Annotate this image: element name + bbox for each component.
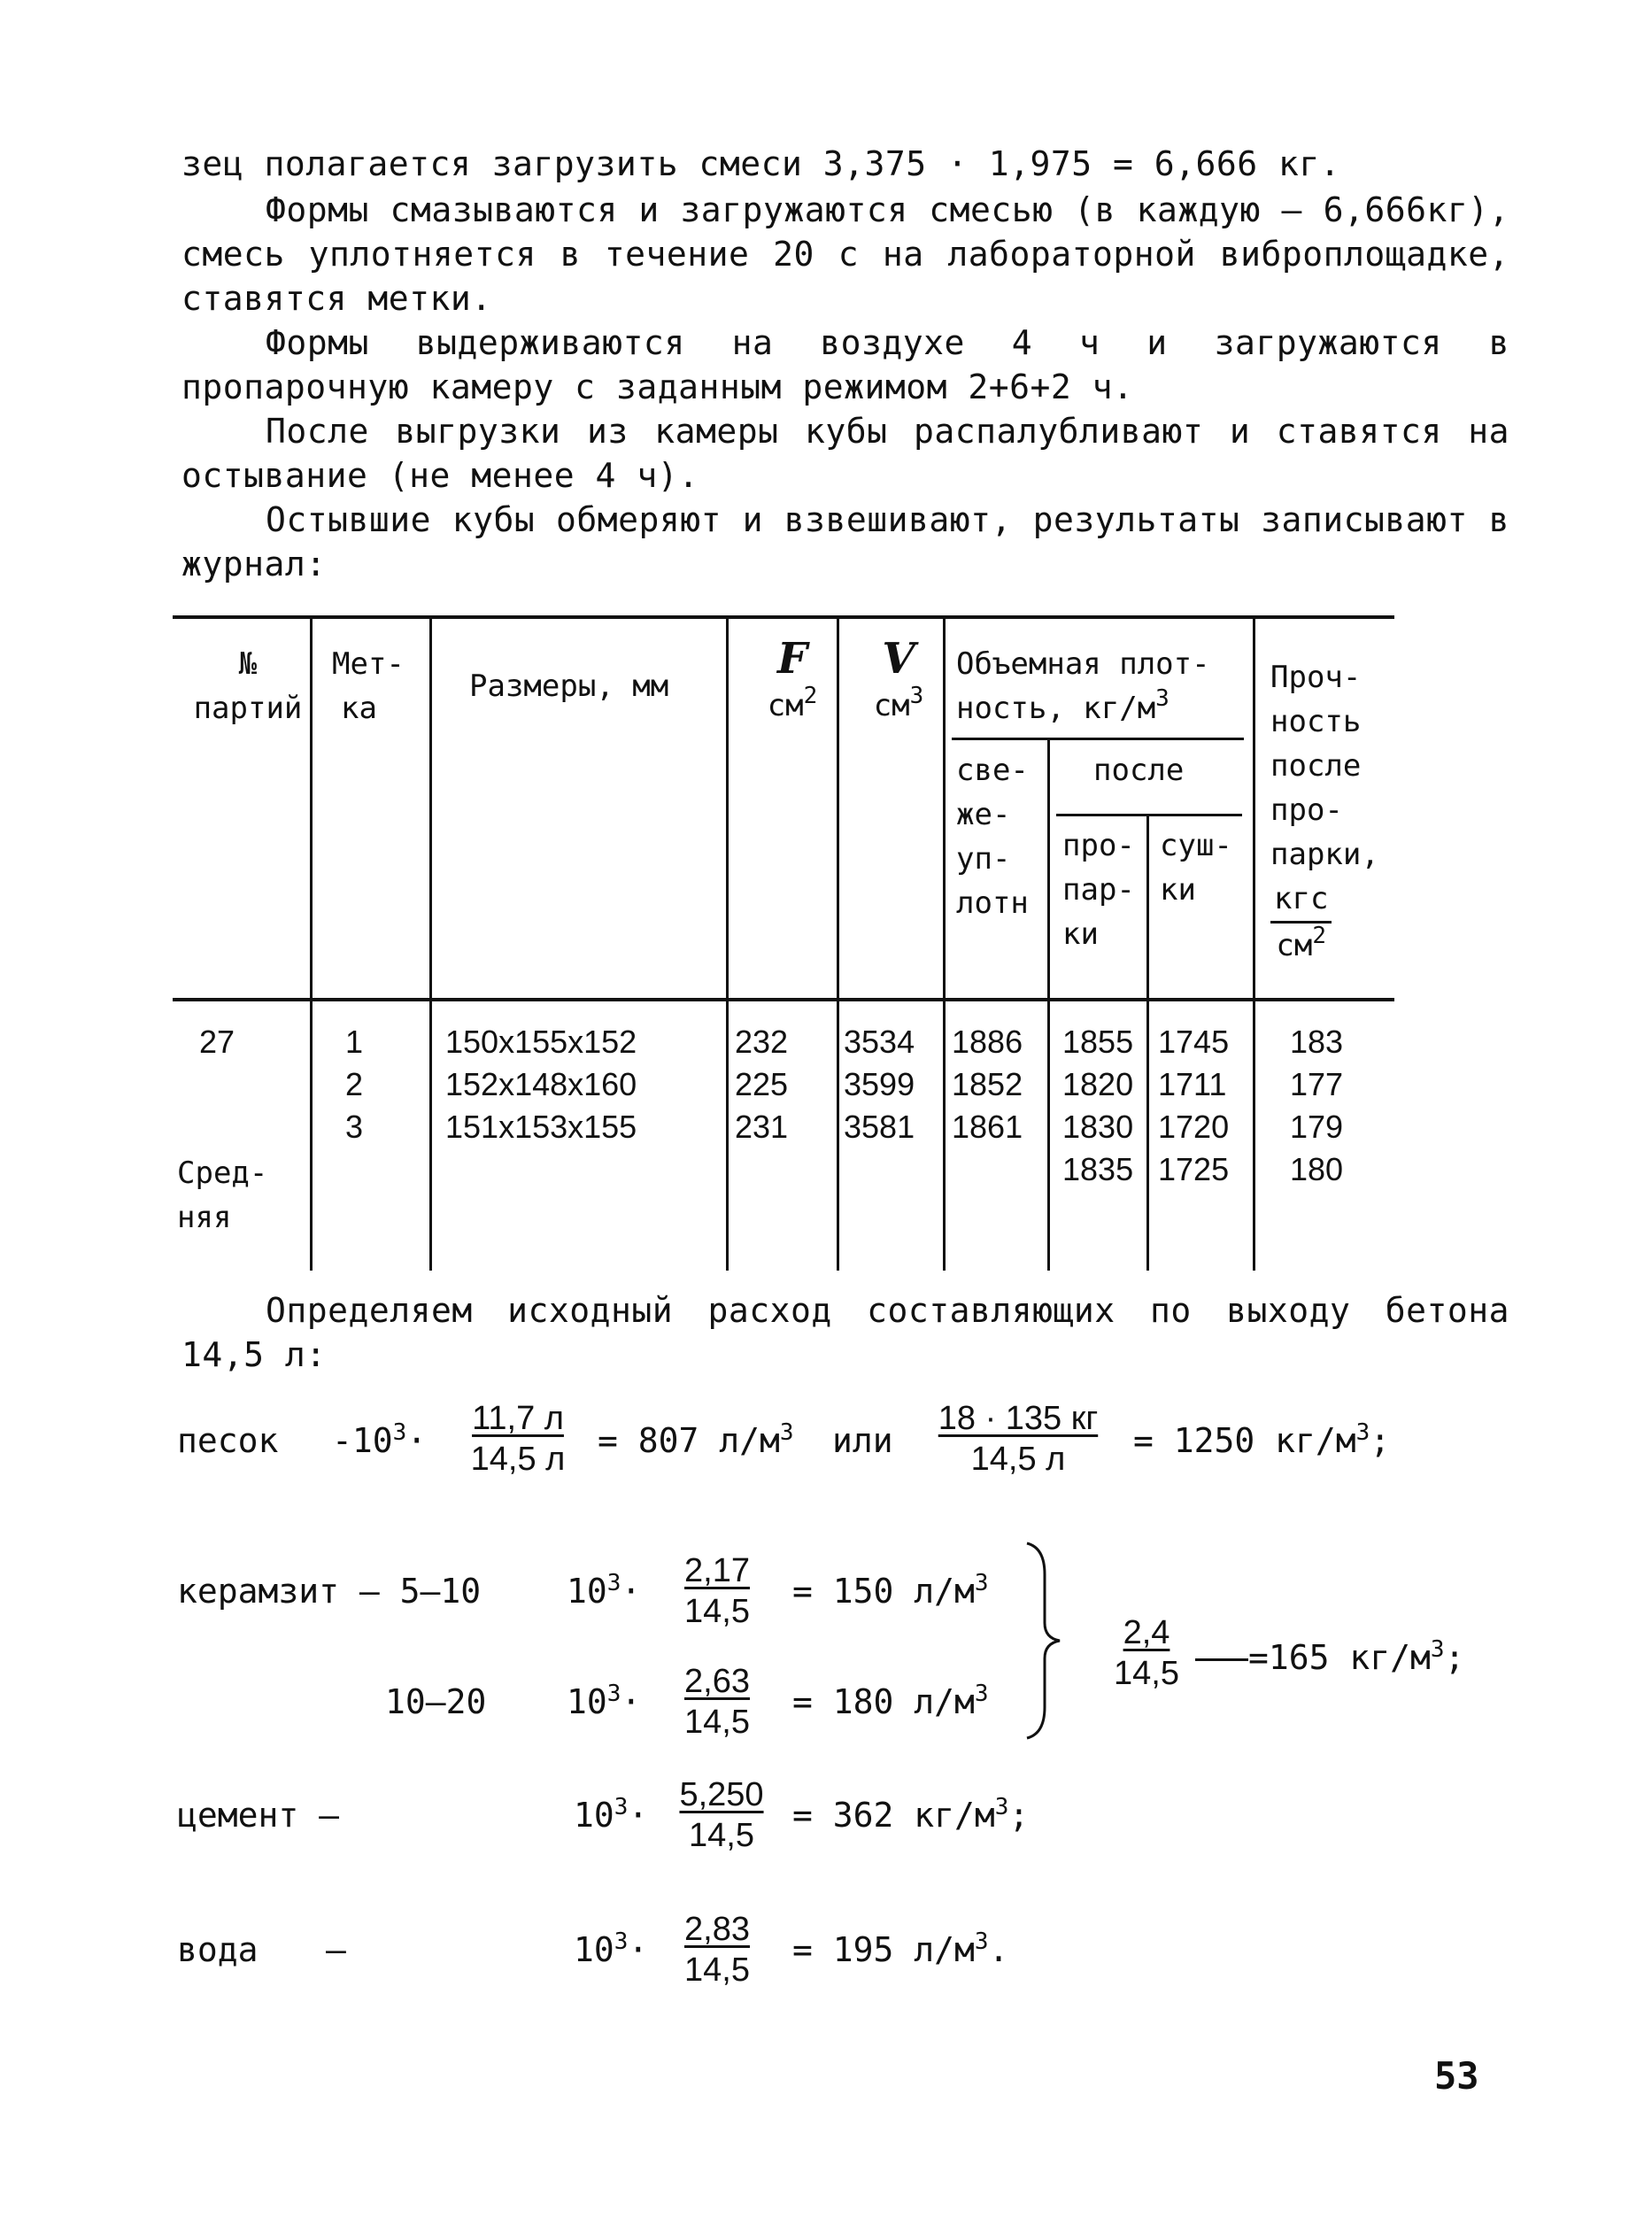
paragraph-after-table: Определяем исходный расход составляющих по выходу бетона 14,5 л: (181, 1291, 1509, 1374)
header-strength: Проч- ность после про- парки, $\frac{\text{кгс}}{см^2}$ (1270, 660, 1379, 963)
paragraph-2: Формы смазываются и загружаются смесью (в каждую – 6,666кг), смесь уплотняется в течение 20 с на лабораторной виброплощадке, ставятся метки. (181, 190, 1509, 318)
brace-icon (1023, 1539, 1067, 1743)
header-dimensions: Размеры, мм (469, 668, 669, 704)
table-header-rule (173, 998, 1394, 1001)
header-fresh: све- же- уп- лотн (956, 753, 1029, 921)
party-number: 27 (199, 1024, 235, 1060)
average-label: Сред- няя (177, 1155, 268, 1235)
header-density: Объемная плот- ность, $кг/м^3$ (956, 646, 1210, 726)
page-number: 53 (1434, 2054, 1479, 2098)
header-volume: V $см^3$ (873, 634, 924, 723)
header-steam: про- пар- ки (1062, 828, 1135, 952)
header-mark: Мет- ка (332, 646, 405, 726)
measurement-table: № партий Мет- ка Размеры, мм F $см^2$ V $см^3$ Объемная плот- ность, $кг/м^3$ све- же- уп- лотн после про- пар- ки суш- ки Проч- ность после про- парки, $\frac{\text{кгс}}{см^2}$ 27 Сред- няя 1 150x155x152 232 3534 1886 1855 1745 183 2 152x148x160 225 3599 1852 1820 1711 177 3 151x153x155 231 3581 1861 1830 1720 179 1835 1725 180 (173, 615, 1394, 1271)
paragraph-1: зец полагается загрузить смеси 3,375 · 1,975 = 6,666 кг. (181, 144, 1341, 183)
paragraph-3: Формы выдерживаются на воздухе 4 ч и загружаются в пропарочную камеру с заданным режимом 2+6+2 ч. (181, 323, 1509, 406)
header-after: после (1093, 753, 1185, 788)
paragraph-5: Остывшие кубы обмеряют и взвешивают, результаты записывают в журнал: (181, 500, 1509, 583)
header-area: F $см^2$ (767, 634, 818, 723)
header-party: № партий (193, 646, 303, 726)
header-dry: суш- ки (1160, 828, 1232, 908)
document-page: зец полагается загрузить смеси 3,375 · 1,975 = 6,666 кг. Формы смазываются и загружаются смесью (в каждую – 6,666кг), смесь уплотняется в течение 20 с на лабораторной виброплощадке, ставятся метки. Формы выдерживаются на воздухе 4 ч и загружаются в пропарочную камеру с заданным режимом 2+6+2 ч. После выгрузки из камеры кубы распалубливают и ставятся на остывание (не менее 4 ч). Остывшие кубы обмеряют и взвешивают, результаты записывают в журнал: № партий Мет- ка Размеры, мм F $см^2$ V $см^3$ Объемная плот- ность, $кг/м^3$ све- же- уп- лотн после про- пар- ки суш- ки Проч- ность после про- парки, $\frac{\text{кгс}}{см^2}$ 27 Сред- няя 1 150x155x152 232 3534 1886 1855 1745 183 2 152x148x160 225 3599 1852 1820 1711 177 3 151x153x155 231 3581 1861 1830 1720 179 1835 1725 180 Определяем исходный расход составляющих по выходу бетона 14,5 л: песок $-10^3\cdot$ 11,7 л 14,5 л = 807 $л/м^3$ или 18 · 135 кг 14,5 л = 1250 $кг/м^3$; керамзит – 5–10 $10^3\cdot$ 2,17 14,5 = 150 $л/м^3$ 10–20 $10^3\cdot$ 2,63 14,5 = 180 $л/м^3$ 2,4 14,5 =165 $кг/м^3$; цемент – $10^3\cdot$ 5,250 14,5 = 362 $кг/м^3$; вода – $10^3\cdot$ 2,83 14,5 = 195 $л/м^3$. 53 (0, 0, 1652, 2218)
table-top-rule (173, 615, 1394, 619)
paragraph-4: После выгрузки из камеры кубы распалубливают и ставятся на остывание (не менее 4 ч). (181, 412, 1509, 495)
